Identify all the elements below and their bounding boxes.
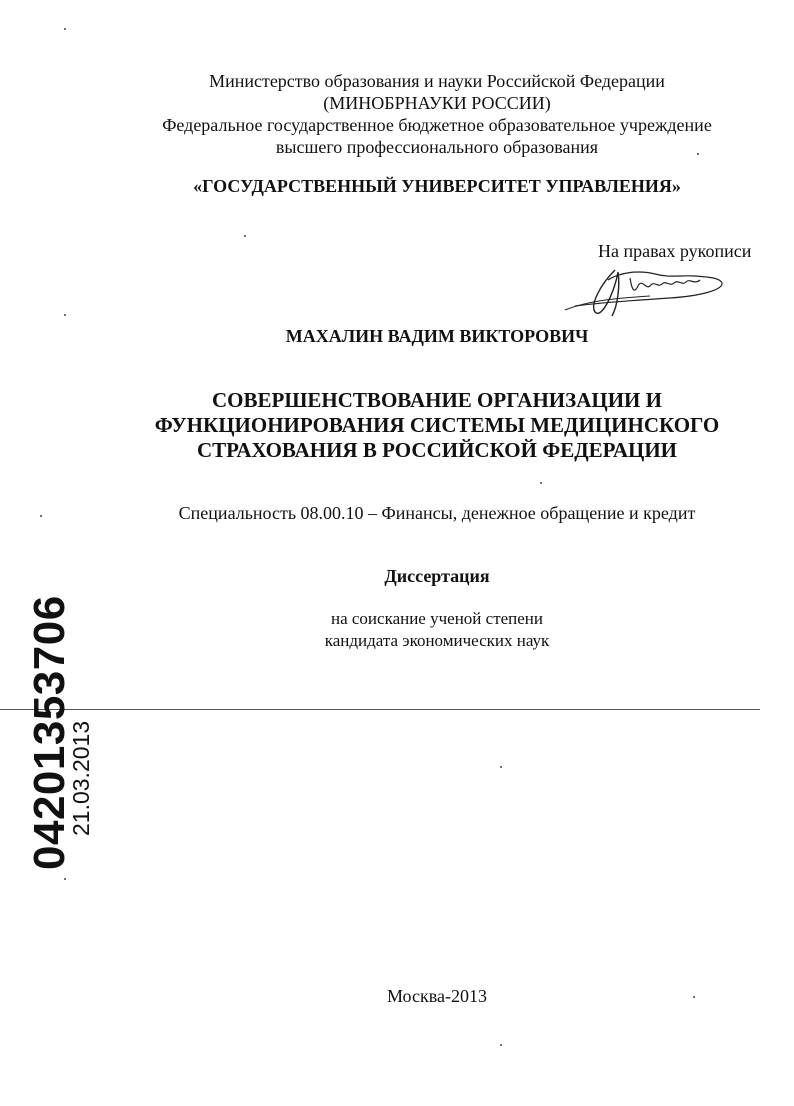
institution-type: Федеральное государственное бюджетное образовательное учреждение xyxy=(162,115,712,135)
dissertation-title-line-2: ФУНКЦИОНИРОВАНИЯ СИСТЕМЫ МЕДИЦИНСКОГО xyxy=(154,413,720,437)
scan-divider-line xyxy=(0,709,760,710)
ministry-name: Министерство образования и науки Российской Федерации xyxy=(209,71,665,91)
scan-speck xyxy=(693,996,695,998)
degree-line-2: кандидата экономических наук xyxy=(324,631,550,650)
scan-speck xyxy=(500,1044,502,1046)
document-type: Диссертация xyxy=(384,566,490,586)
scan-speck xyxy=(500,766,502,768)
dissertation-title-line-1: СОВЕРШЕНСТВОВАНИЕ ОРГАНИЗАЦИИ И xyxy=(212,388,662,412)
library-stamp-date: 21.03.2013 xyxy=(68,720,94,836)
specialty: Специальность 08.00.10 – Финансы, денежное обращение и кредит xyxy=(178,503,696,523)
library-stamp-code: 04201353706 xyxy=(25,595,74,870)
university-name: «ГОСУДАРСТВЕННЫЙ УНИВЕРСИТЕТ УПРАВЛЕНИЯ» xyxy=(193,176,681,196)
city-and-year: Москва-2013 xyxy=(387,986,487,1006)
scan-speck xyxy=(64,314,66,316)
author-name: МАХАЛИН ВАДИМ ВИКТОРОВИЧ xyxy=(285,326,589,346)
degree-line-1: на соискание ученой степени xyxy=(330,609,544,628)
author-signature xyxy=(560,250,730,330)
scan-speck xyxy=(540,482,542,484)
scan-speck xyxy=(64,28,66,30)
scan-speck xyxy=(697,153,699,155)
dissertation-title-line-3: СТРАХОВАНИЯ В РОССИЙСКОЙ ФЕДЕРАЦИИ xyxy=(197,438,677,462)
manuscript-note: На правах рукописи xyxy=(598,241,752,261)
scan-speck xyxy=(40,515,42,517)
ministry-abbreviation: (МИНОБРНАУКИ РОССИИ) xyxy=(323,93,551,113)
education-level: высшего профессионального образования xyxy=(275,137,599,157)
scan-speck xyxy=(244,235,246,237)
scan-speck xyxy=(64,878,66,880)
